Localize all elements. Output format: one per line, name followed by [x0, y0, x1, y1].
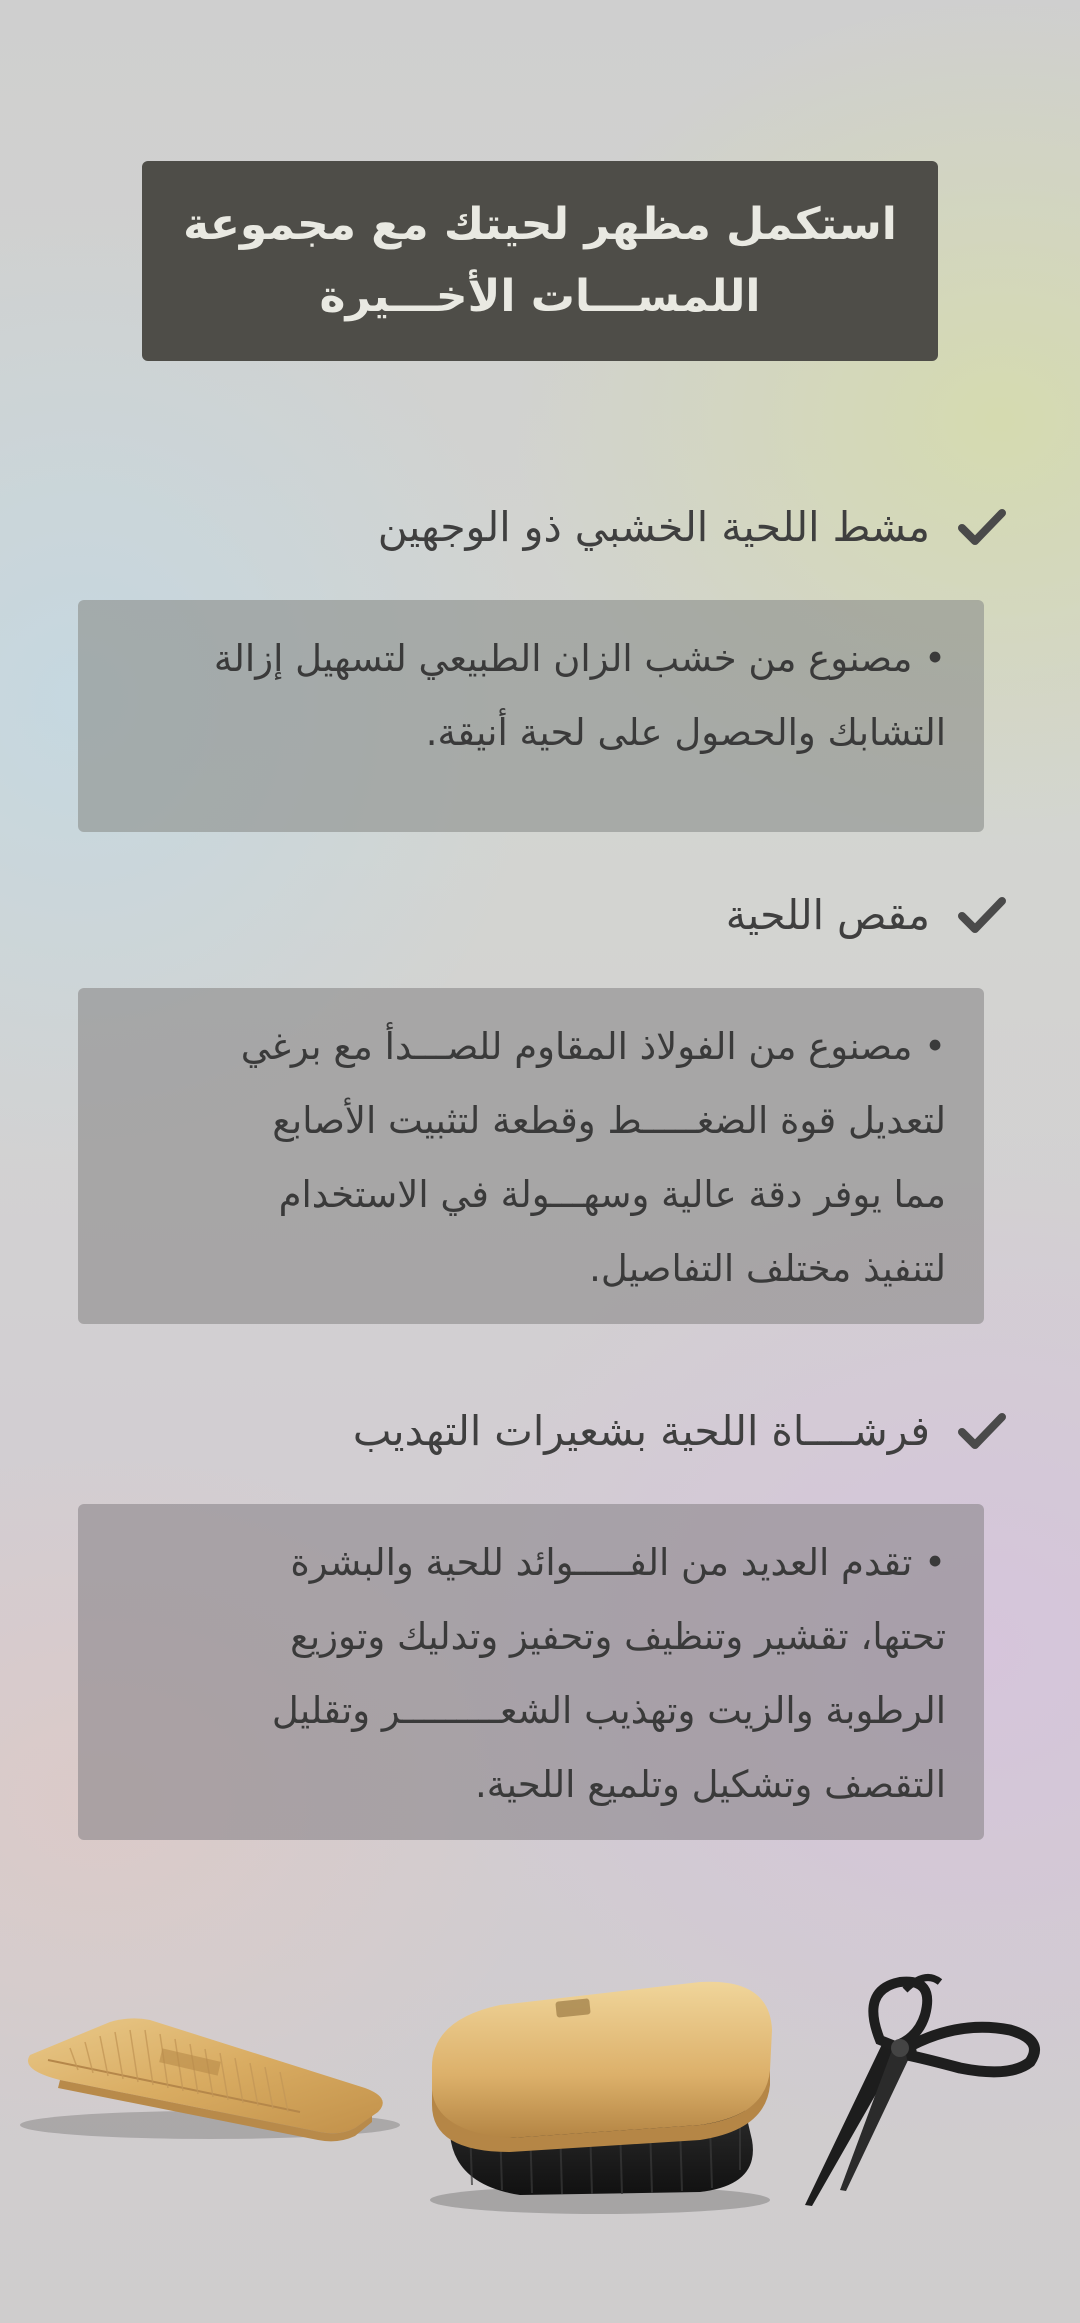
description-line: الرطوبة والزيت وتهذيب الشعـــــــــر وتقليل [271, 1689, 946, 1732]
heading-text: فرشــــاة اللحية بشعيرات التهديب [352, 1407, 930, 1455]
product-illustrations [0, 1960, 1080, 2220]
description-line: • مصنوع من خشب الزان الطبيعي لتسهيل إزالة [213, 637, 946, 680]
description-line: لتعديل قوة الضغـــــط وقطعة لتثبيت الأصابع [272, 1099, 946, 1142]
description-line: تحتها، تقشير وتنظيف وتحفيز وتدليك وتوزيع [290, 1615, 946, 1658]
brush-illustration [430, 1982, 772, 2214]
description-line: التقصف وتشكيل وتلميع اللحية. [474, 1763, 946, 1806]
description-line: • تقدم العديد من الفـــــوائد للحية والبشرة [290, 1541, 946, 1584]
description-line: مما يوفر دقة عالية وسهـــولة في الاستخدام [278, 1173, 946, 1216]
title-banner [142, 161, 938, 361]
check-icon [956, 1405, 1008, 1457]
comb-illustration [20, 2018, 400, 2141]
description-line: • مصنوع من الفولاذ المقاوم للصـــدأ مع برغي [240, 1025, 946, 1068]
section-heading-scissors [726, 880, 1008, 950]
section-heading-comb [378, 492, 1008, 562]
description-box-scissors [78, 988, 984, 1324]
check-icon [956, 889, 1008, 941]
scissors-illustration [805, 1978, 1035, 2207]
heading-text: مقص اللحية [725, 891, 930, 939]
description-box-brush [78, 1504, 984, 1840]
section-heading-brush [353, 1396, 1008, 1466]
title-line-2: اللمســـات الأخـــيرة [319, 271, 761, 322]
title-line-1: استكمل مظهر لحيتك مع مجموعة [183, 199, 897, 250]
heading-text: مشط اللحية الخشبي ذو الوجهين [377, 503, 930, 551]
description-line: لتنفيذ مختلف التفاصيل. [589, 1247, 946, 1290]
description-line: التشابك والحصول على لحية أنيقة. [425, 711, 946, 754]
description-box-comb [78, 600, 984, 832]
check-icon [956, 501, 1008, 553]
